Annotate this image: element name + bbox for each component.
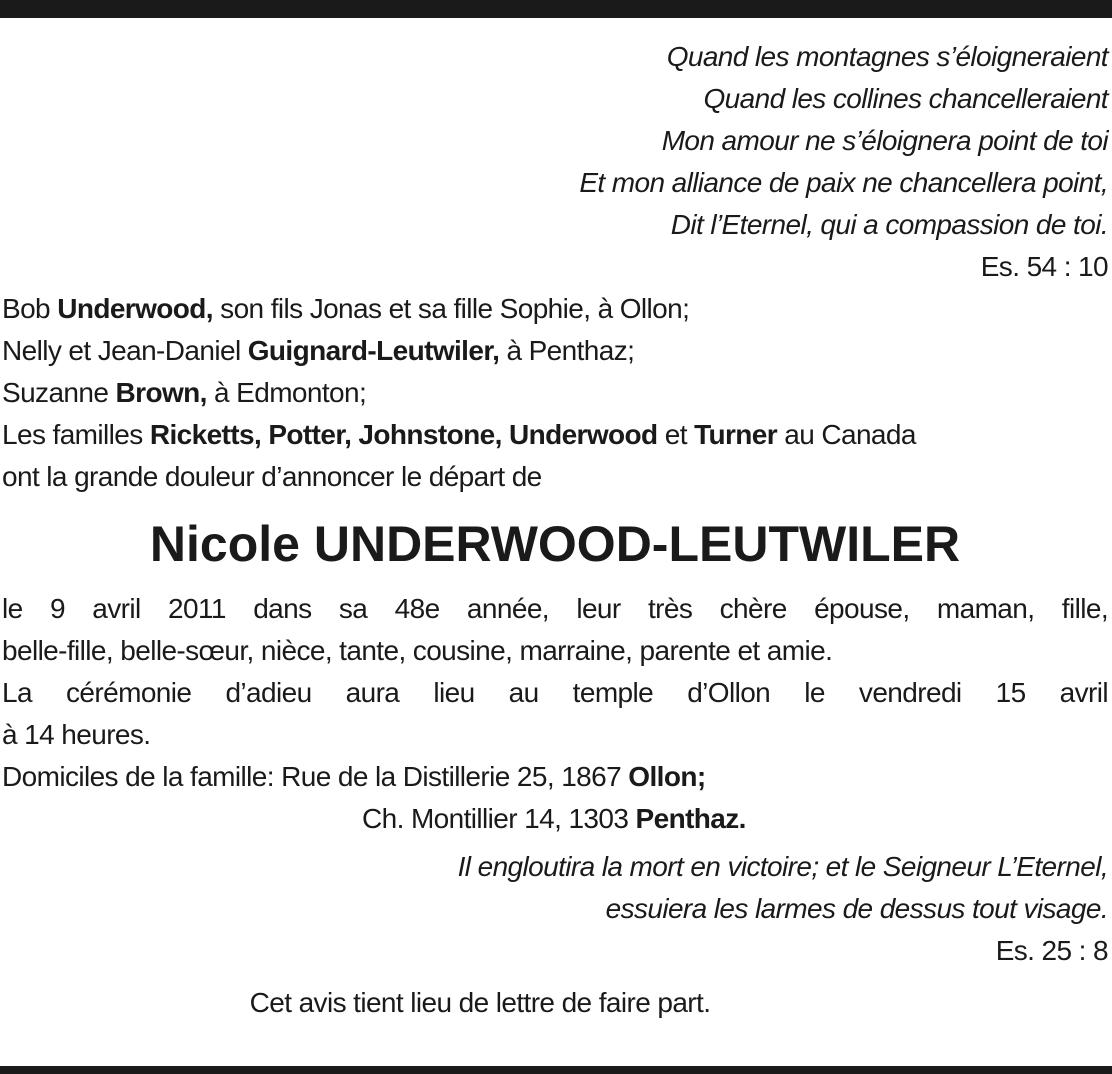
family-surnames: Ricketts, Potter, Johnstone, Underwood bbox=[149, 419, 658, 450]
verse-line: Dit l’Eternel, qui a compassion de toi. bbox=[670, 209, 1108, 240]
opening-verse-reference: Es. 54 : 10 bbox=[980, 251, 1108, 282]
address-town: Ollon; bbox=[628, 761, 706, 792]
body-line: belle-fille, belle-sœur, nièce, tante, cousine, marraine, parente et amie. bbox=[2, 635, 833, 666]
family-line: Nelly et Jean-Daniel Guignard-Leutwiler, à Penthaz; bbox=[2, 335, 635, 366]
family-announcement bbox=[2, 288, 1108, 498]
closing-note: Cet avis tient lieu de lettre de faire part. bbox=[249, 987, 711, 1018]
family-line: Suzanne Brown, à Edmonton; bbox=[2, 377, 367, 408]
family-surname: Turner bbox=[694, 419, 778, 450]
verse-line: Quand les montagnes s’éloigneraient bbox=[666, 41, 1108, 72]
closing-verse-reference: Es. 25 : 8 bbox=[995, 935, 1108, 966]
family-addresses bbox=[2, 756, 1108, 840]
announcement-line: ont la grande douleur d’annoncer le départ de bbox=[2, 461, 542, 492]
verse-line: essuiera les larmes de dessus tout visage. bbox=[605, 893, 1108, 924]
top-rule bbox=[0, 0, 1112, 18]
obituary-notice bbox=[2, 36, 1108, 1024]
body-line: à 14 heures. bbox=[2, 719, 151, 750]
family-line: Les familles Ricketts, Potter, Johnstone, Underwood et Turner au Canada bbox=[2, 419, 916, 450]
family-surname: Underwood, bbox=[57, 293, 213, 324]
verse-line: Quand les collines chancelleraient bbox=[703, 83, 1108, 114]
family-line: Bob Underwood, son fils Jonas et sa fille Sophie, à Ollon; bbox=[2, 293, 690, 324]
address-line: Domiciles de la famille: Rue de la Distillerie 25, 1867 Ollon; bbox=[2, 761, 706, 792]
deceased-name: Nicole UNDERWOOD-LEUTWILER bbox=[149, 516, 961, 572]
bottom-rule bbox=[0, 1066, 1112, 1074]
body-line: La cérémonie d’adieu aura lieu au temple d’Ollon le vendredi 15 avril bbox=[2, 677, 1108, 708]
opening-verse bbox=[2, 36, 1108, 246]
addresses-label: Domiciles de la famille: bbox=[2, 761, 282, 792]
address-line: Ch. Montillier 14, 1303 Penthaz. bbox=[362, 803, 746, 834]
verse-line: Mon amour ne s’éloignera point de toi bbox=[661, 125, 1108, 156]
verse-line: Et mon alliance de paix ne chancellera point, bbox=[579, 167, 1108, 198]
family-surname: Guignard-Leutwiler, bbox=[247, 335, 500, 366]
notice-body bbox=[2, 588, 1108, 756]
family-surname: Brown, bbox=[115, 377, 207, 408]
address-town: Penthaz. bbox=[635, 803, 746, 834]
verse-line: Il engloutira la mort en victoire; et le Seigneur L’Eternel, bbox=[457, 851, 1108, 882]
closing-verse bbox=[2, 846, 1108, 930]
body-line: le 9 avril 2011 dans sa 48e année, leur très chère épouse, maman, fille, bbox=[2, 593, 1108, 624]
